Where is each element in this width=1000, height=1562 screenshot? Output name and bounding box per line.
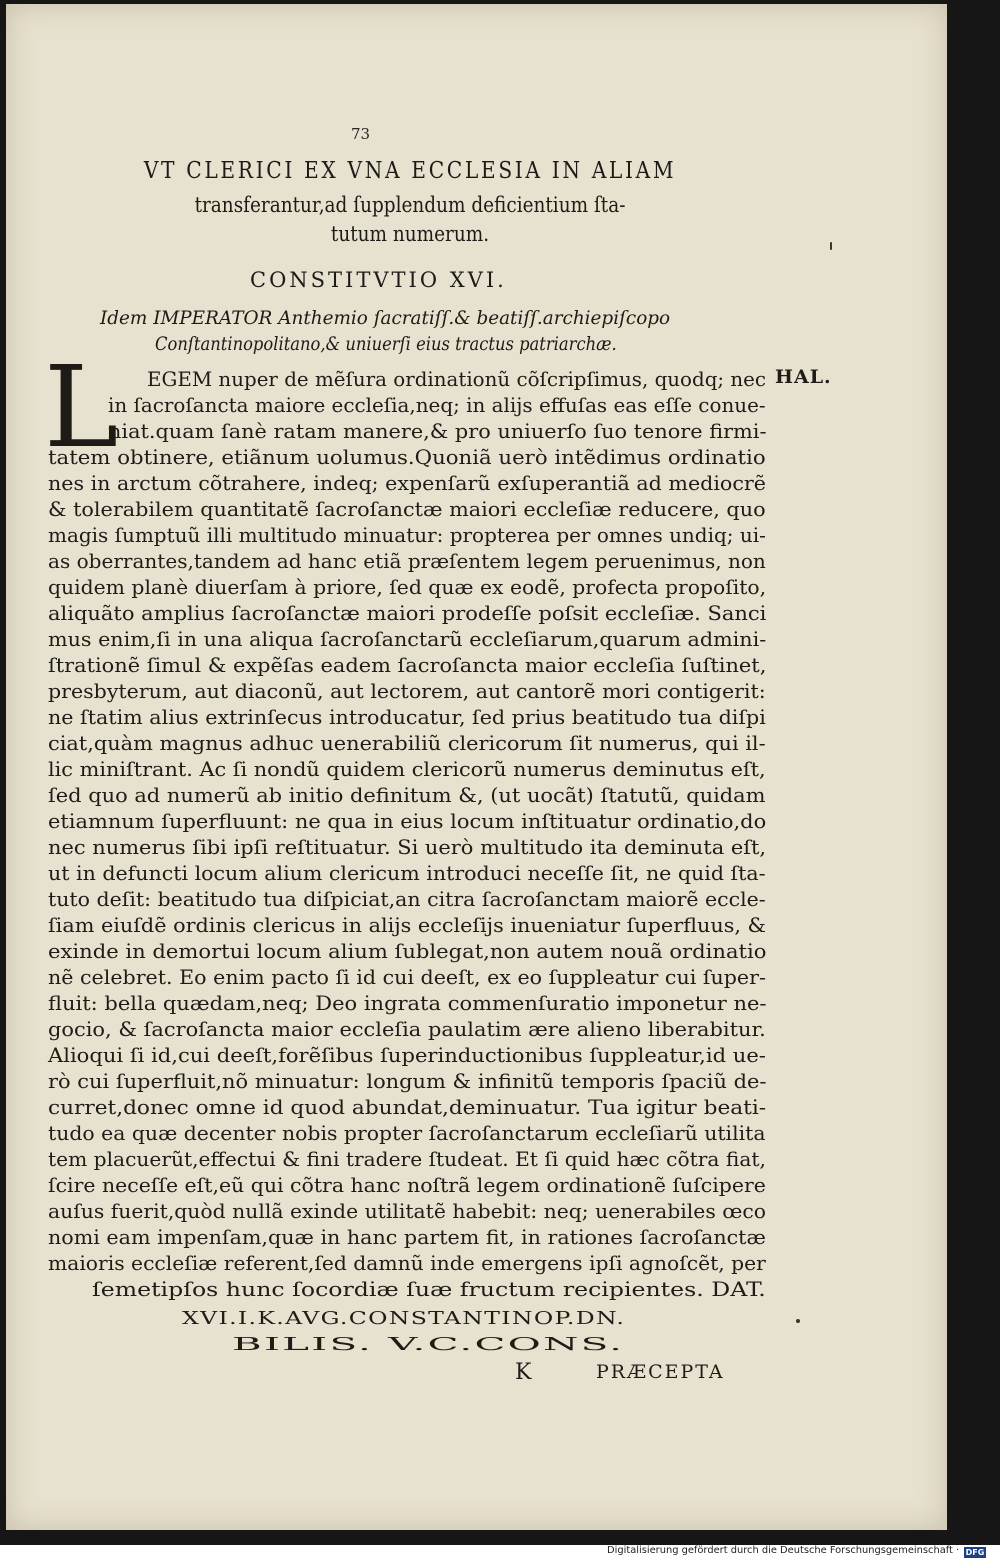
- addressee-line-2: Conſtantinopolitano,& uniuerſi eius tractus patriarchæ.: [155, 333, 617, 355]
- title-line-1: VT CLERICI EX VNA ECCLESIA IN ALIAM: [143, 158, 677, 184]
- page-number: 73: [351, 125, 371, 143]
- ink-speck: [796, 1319, 800, 1323]
- body-line: etiamnum ſuperfluunt: ne qua in eius locum inſtituatur ordinatio,do: [48, 809, 767, 833]
- body-line: Alioqui ſi id,cui deeſt,forẽſibus ſuperinductionibus ſuppleatur,id ue-: [48, 1043, 766, 1067]
- ink-speck: [830, 242, 832, 250]
- body-line: tem placuerũt,effectui & fini tradere ſtudeat. Et ſi quid hæc cõtra fiat,: [48, 1147, 766, 1171]
- body-line: tatem obtinere, etiãnum uolumus.Quoniã uerò intẽdimus ordinatio: [48, 445, 766, 469]
- dfg-logo: DFG: [965, 1548, 985, 1557]
- body-line: ſed quo ad numerũ ab initio definitum &, (ut uocãt) ſtatutũ, quidam: [48, 783, 766, 807]
- catchword: PRÆCEPTA: [596, 1361, 725, 1383]
- body-line: quidem planè diuerſam à priore, ſed quæ ex eodẽ, profecta propoſito,: [48, 575, 767, 599]
- body-line: magis ſumptuũ illi multitudo minuatur: propterea per omnes undiq; ui-: [48, 523, 766, 547]
- body-line: nes in arctum cõtrahere, indeq; expenſarũ exſuperantiã ad mediocrẽ: [48, 471, 766, 495]
- body-line: rò cui ſuperfluit,nõ minuatur: longum & infinitũ temporis ſpaciũ de-: [48, 1069, 767, 1093]
- dat-line-1: XVI.I.K.AVG.CONSTANTINOP.DN.: [182, 1308, 626, 1329]
- body-line: nec numerus ſibi ipſi reſtituatur. Si uerò multitudo ita deminuta eſt,: [48, 835, 767, 859]
- body-line: lic miniſtrant. Ac ſi nondũ quidem clericorũ numerus deminutus eſt,: [48, 757, 766, 781]
- body-line: gocio, & ſacroſancta maior eccleſia paulatim ære alieno liberabitur.: [48, 1017, 766, 1041]
- body-line: mus enim,ſi in una aliqua ſacroſanctarũ eccleſiarum,quarum admini-: [48, 627, 767, 651]
- body-line: maioris eccleſiæ referent,ſed damnũ inde emergens ipſi agnoſcẽt, per: [48, 1251, 766, 1275]
- body-line: tuto deſit: beatitudo tua diſpiciat,an citra ſacroſanctam maiorẽ eccle-: [48, 887, 766, 911]
- body-line: & tolerabilem quantitatẽ ſacroſanctæ maiori eccleſiæ reducere, quo: [48, 497, 766, 521]
- signature-mark: K: [515, 1360, 532, 1385]
- body-line: presbyterum, aut diaconũ, aut lectorem, aut cantorẽ mori contigerit:: [48, 679, 766, 703]
- body-line: ciat,quàm magnus adhuc uenerabiliũ clericorum ſit numerus, qui il-: [48, 731, 766, 755]
- body-line: ſemetipſos hunc ſocordiæ ſuæ fructum recipientes. DAT.: [92, 1277, 766, 1301]
- body-line: ne ſtatim alius extrinſecus introducatur, ſed prius beatitudo tua diſpi: [48, 705, 766, 729]
- title-line-3: tutum numerum.: [330, 222, 490, 246]
- body-line: nẽ celebret. Eo enim pacto ſi id cui deeſt, ex eo ſuppleatur cui ſuper-: [48, 965, 766, 989]
- body-line: in ſacroſancta maiore eccleſia,neq; in alijs effuſas eas eſſe conue-: [108, 393, 766, 417]
- digitization-credit: Digitalisierung gefördert durch die Deutsche Forschungsgemeinschaft ·: [607, 1545, 960, 1556]
- addressee-line-1: Idem IMPERATOR Anthemio ſacratiſſ.& beatiſſ.archiepiſcopo: [100, 307, 671, 329]
- drop-cap-initial: L: [44, 343, 119, 473]
- body-line: ſtrationẽ ſimul & expẽſas eadem ſacroſancta maior eccleſia ſuſtinet,: [48, 653, 767, 677]
- body-line: ſiam eiuſdẽ ordinis clericus in alijs eccleſijs inueniatur ſuperfluus, &: [48, 913, 767, 937]
- body-line: exinde in demortui locum alium ſublegat,non autem nouã ordinatio: [48, 939, 767, 963]
- body-line: niat.quam ſanè ratam manere,& pro uniuerſo ſuo tenore firmi-: [108, 419, 767, 443]
- body-line: nomi eam impenſam,quæ in hanc partem fit, in rationes ſacroſanctæ: [48, 1225, 766, 1249]
- body-line: curret,donec omne id quod abundat,deminuatur. Tua igitur beati-: [48, 1095, 767, 1119]
- margin-note: HAL.: [775, 366, 832, 388]
- title-line-2: transferantur,ad ſupplendum deficientium ſta-: [194, 193, 626, 217]
- dat-line-2: BILIS. V.C.CONS.: [232, 1334, 625, 1355]
- body-line: ut in defuncti locum alium clericum introduci neceſſe ſit, ne quid ſta-: [48, 861, 766, 885]
- body-line: aliquãto amplius ſacroſanctæ maiori prodeſſe poſsit eccleſiæ. Sanci: [48, 601, 767, 625]
- body-line: auſus fuerit,quòd nullã exinde utilitatẽ habebit: neq; uenerabiles œco: [48, 1199, 766, 1223]
- constitution-heading: CONSTITVTIO XVI.: [250, 268, 507, 292]
- body-line: ſcire neceſſe eſt,eũ qui cõtra hanc noſtrã legem ordinationẽ ſuſcipere: [48, 1173, 766, 1197]
- body-line: as oberrantes,tandem ad hanc etiã præſentem legem peruenimus, non: [48, 549, 766, 573]
- body-line: fluit: bella quædam,neq; Deo ingrata commenſuratio imponetur ne-: [48, 991, 767, 1015]
- body-line: EGEM nuper de mẽſura ordinationũ cõſcripſimus, quodq; nec: [147, 367, 767, 391]
- body-line: tudo ea quæ decenter nobis propter ſacroſanctarum eccleſiarũ utilita: [48, 1121, 766, 1145]
